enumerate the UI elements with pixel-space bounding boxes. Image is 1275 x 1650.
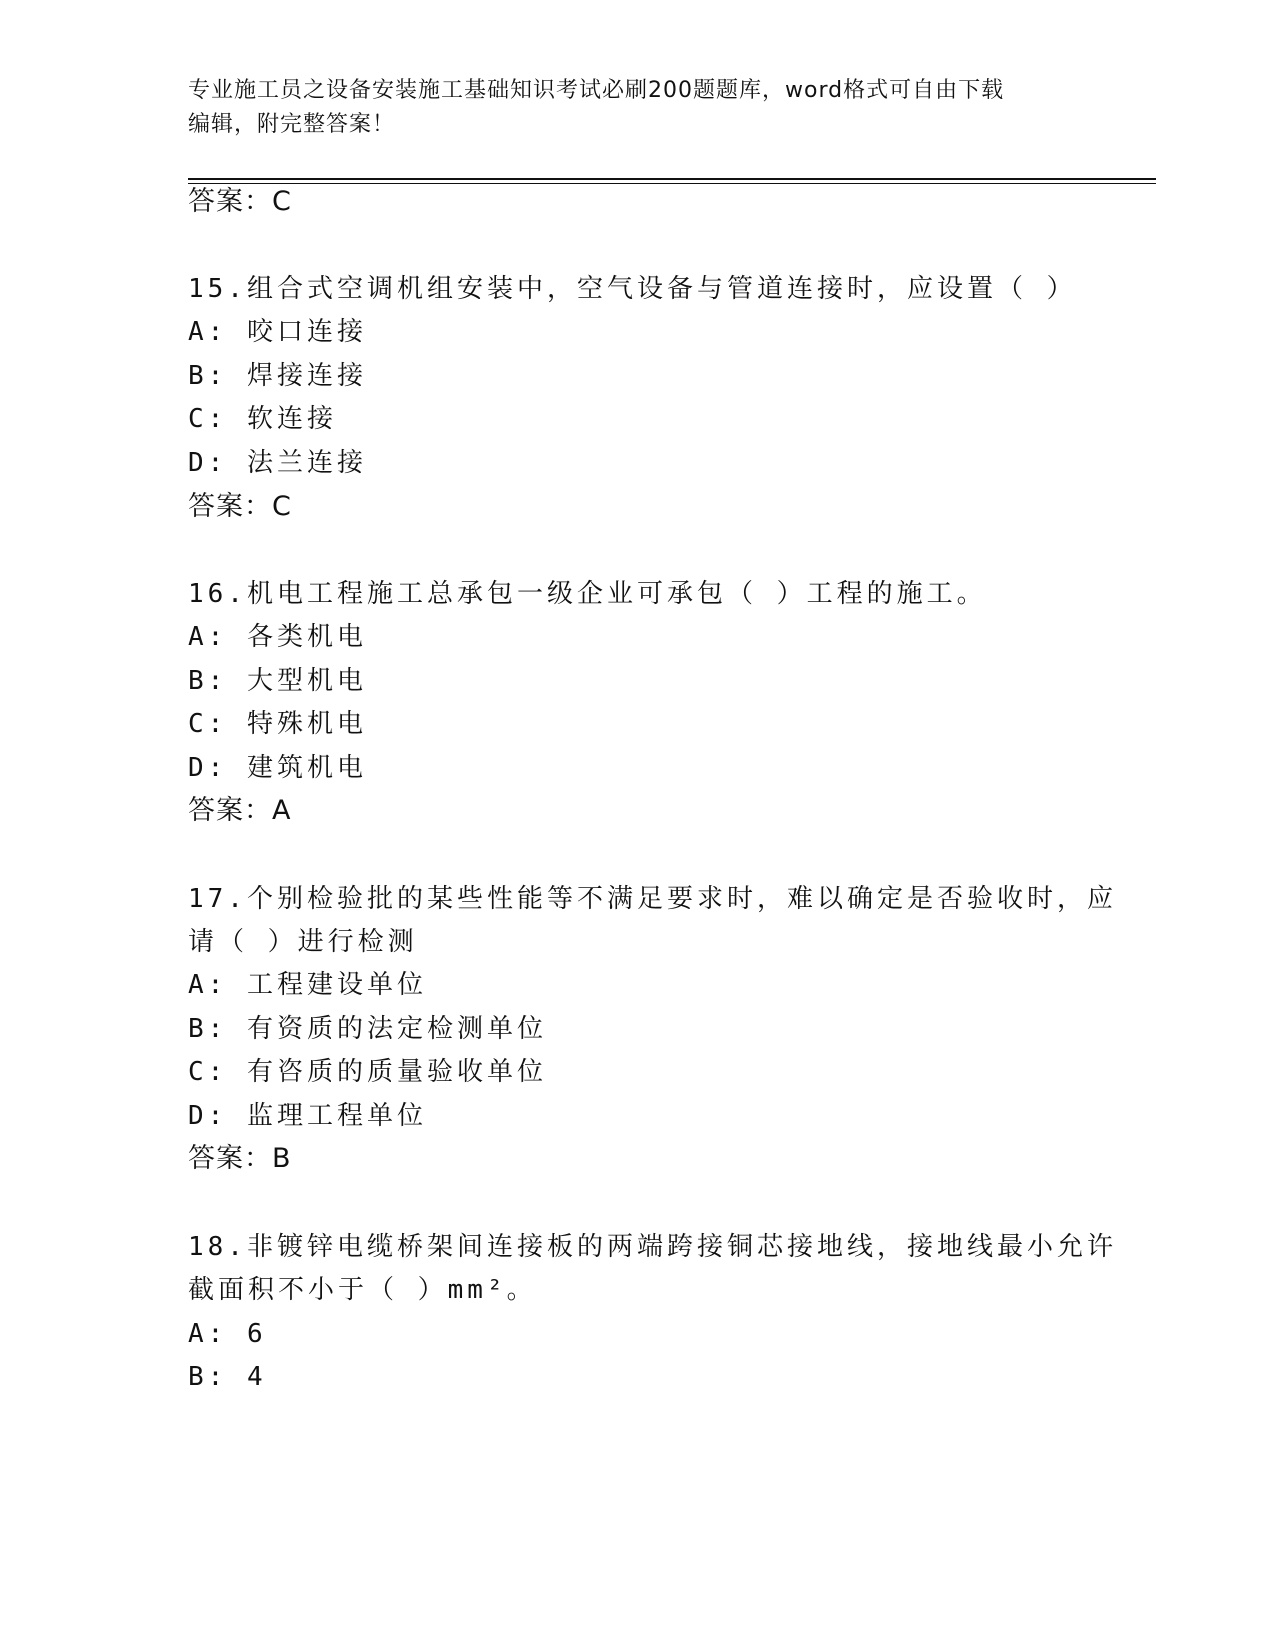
header-line-1: 专业施工员之设备安装施工基础知识考试必刷200题题库，word格式可自由下载 bbox=[188, 78, 1005, 103]
question-16-stem: 16.机电工程施工总承包一级企业可承包（ ）工程的施工。 bbox=[188, 579, 987, 609]
previous-answer: 答案：C bbox=[188, 186, 292, 217]
question-18-stem-line-2: 截面积不小于（ ）mm²。 bbox=[188, 1275, 537, 1305]
question-16-option-c: C: 特殊机电 bbox=[188, 709, 367, 739]
question-17-stem-line-1: 17.个别检验批的某些性能等不满足要求时，难以确定是否验收时，应 bbox=[188, 884, 1117, 914]
document-header bbox=[188, 74, 1088, 142]
header-divider-thick bbox=[188, 178, 1156, 180]
question-17-option-b: B: 有资质的法定检测单位 bbox=[188, 1014, 547, 1044]
question-17-answer: 答案：B bbox=[188, 1143, 292, 1174]
question-15-answer: 答案：C bbox=[188, 491, 292, 522]
question-16-option-b: B: 大型机电 bbox=[188, 666, 367, 696]
question-15-option-d: D: 法兰连接 bbox=[188, 448, 367, 478]
question-18-option-a: A: 6 bbox=[188, 1319, 267, 1349]
question-18-stem-line-1: 18.非镀锌电缆桥架间连接板的两端跨接铜芯接地线，接地线最小允许 bbox=[188, 1232, 1117, 1262]
question-17-option-d: D: 监理工程单位 bbox=[188, 1101, 427, 1131]
question-16-option-d: D: 建筑机电 bbox=[188, 753, 367, 783]
question-15-option-a: A: 咬口连接 bbox=[188, 317, 367, 347]
question-15-option-b: B: 焊接连接 bbox=[188, 361, 367, 391]
question-17-option-c: C: 有咨质的质量验收单位 bbox=[188, 1057, 547, 1087]
question-18-option-b: B: 4 bbox=[188, 1362, 267, 1392]
header-divider-thin bbox=[188, 183, 1156, 184]
question-15-stem: 15.组合式空调机组安装中，空气设备与管道连接时，应设置（ ） bbox=[188, 274, 1077, 304]
question-17-option-a: A: 工程建设单位 bbox=[188, 970, 427, 1000]
question-16-answer: 答案：A bbox=[188, 795, 292, 826]
header-line-2: 编辑，附完整答案！ bbox=[188, 112, 396, 137]
question-15-option-c: C: 软连接 bbox=[188, 404, 337, 434]
question-17-stem-line-2: 请（ ）进行检测 bbox=[188, 927, 418, 957]
question-16-option-a: A: 各类机电 bbox=[188, 622, 367, 652]
